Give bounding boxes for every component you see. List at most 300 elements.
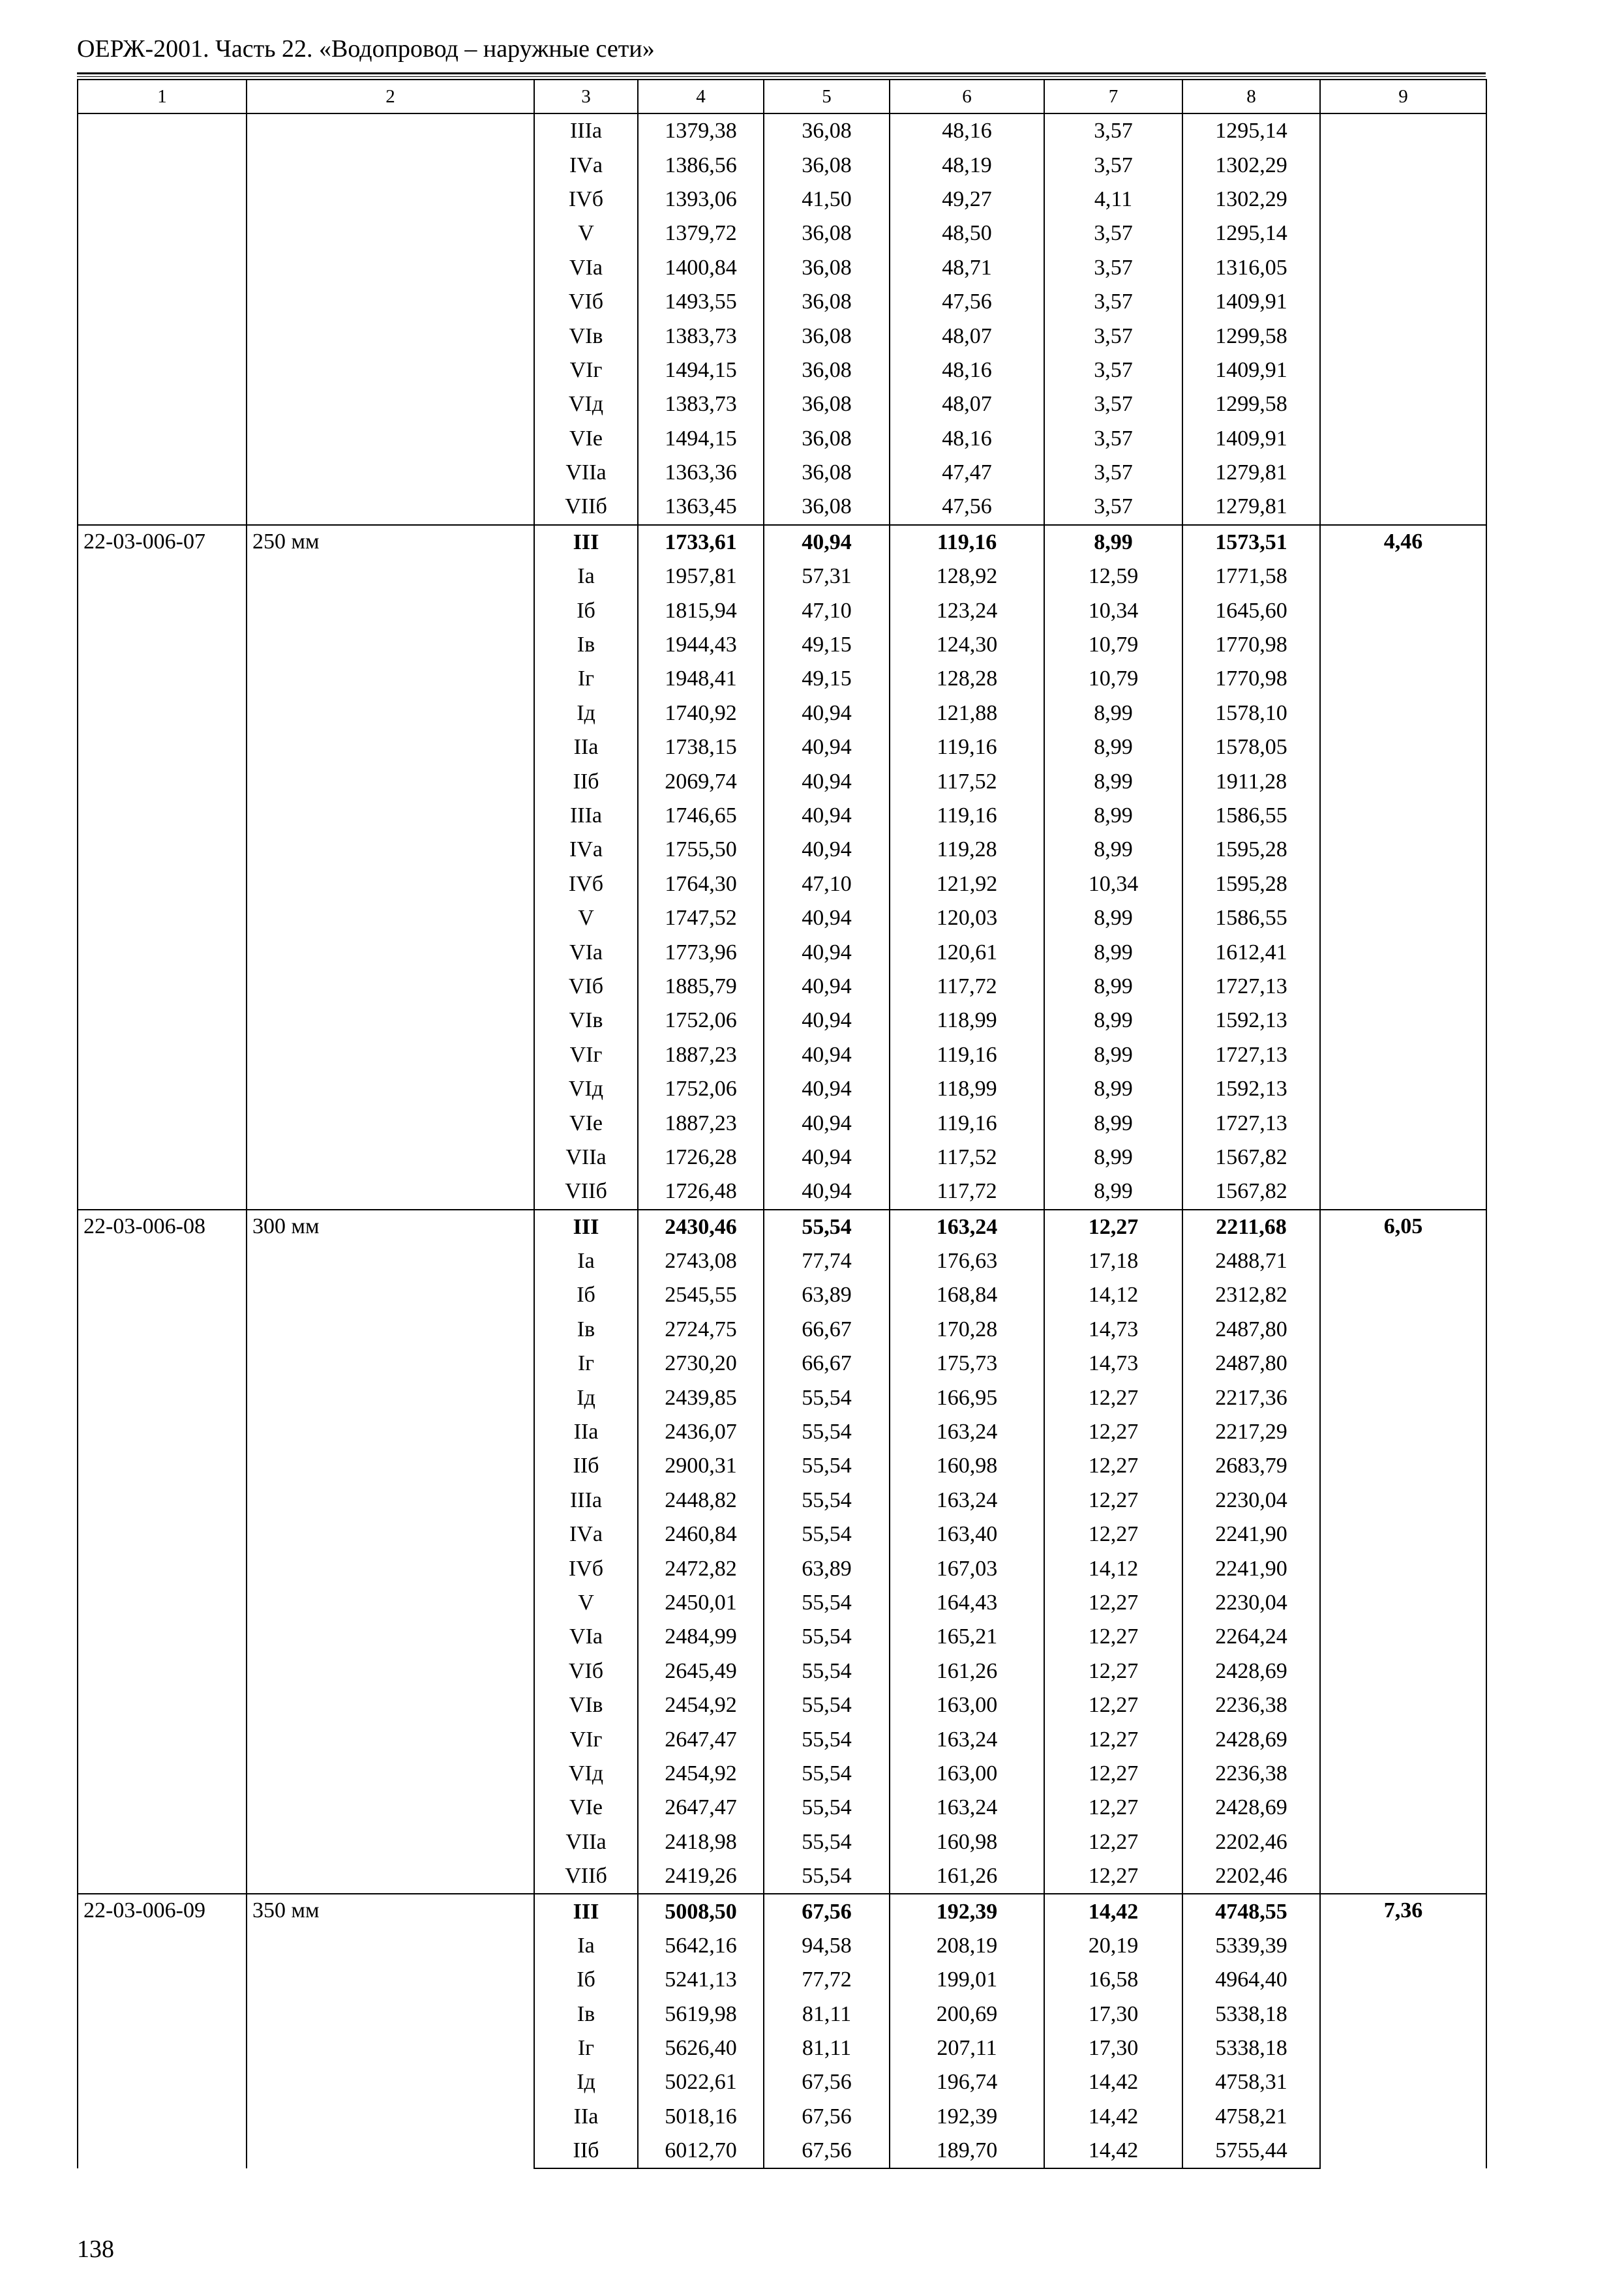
category-cell: VIд	[534, 1757, 638, 1791]
column-header: 4	[638, 80, 764, 113]
value-cell: 10,79	[1044, 662, 1182, 696]
value-cell: 49,15	[764, 662, 890, 696]
category-cell: Iг	[534, 662, 638, 696]
value-cell: 55,54	[764, 1415, 890, 1449]
category-cell: IIIа	[534, 799, 638, 833]
category-cell: Iг	[534, 2031, 638, 2065]
category-cell: III	[534, 1210, 638, 1244]
value-cell: 119,16	[890, 1038, 1044, 1072]
value-cell: 2217,36	[1182, 1381, 1320, 1414]
value-cell: 1379,72	[638, 217, 764, 250]
value-cell: 119,16	[890, 1106, 1044, 1140]
column-header: 2	[247, 80, 534, 113]
value-cell: 12,27	[1044, 1518, 1182, 1551]
value-cell: 175,73	[890, 1347, 1044, 1381]
value-cell: 1770,98	[1182, 662, 1320, 696]
value-cell: 40,94	[764, 730, 890, 764]
category-cell: IIб	[534, 2134, 638, 2168]
value-cell: 36,08	[764, 251, 890, 285]
category-cell: IVб	[534, 1551, 638, 1585]
value-cell: 2647,47	[638, 1791, 764, 1825]
value-cell: 120,61	[890, 935, 1044, 969]
value-cell: 3,57	[1044, 422, 1182, 456]
value-cell: 5619,98	[638, 1997, 764, 2031]
value-cell: 1911,28	[1182, 764, 1320, 798]
value-cell: 5339,39	[1182, 1929, 1320, 1963]
value-cell: 40,94	[764, 1141, 890, 1174]
category-cell: Iв	[534, 1313, 638, 1347]
value-cell: 5626,40	[638, 2031, 764, 2065]
value-cell: 118,99	[890, 1072, 1044, 1106]
value-cell: 4758,31	[1182, 2065, 1320, 2099]
value-cell: 1727,13	[1182, 1038, 1320, 1072]
value-cell: 8,99	[1044, 901, 1182, 935]
category-cell: IVа	[534, 148, 638, 182]
value-cell: 1299,58	[1182, 387, 1320, 421]
value-cell: 1295,14	[1182, 217, 1320, 250]
value-cell: 2545,55	[638, 1278, 764, 1312]
value-cell: 163,00	[890, 1757, 1044, 1791]
value-cell: 17,30	[1044, 2031, 1182, 2065]
page-header-title: ОЕРЖ-2001. Часть 22. «Водопровод – наружные сети»	[77, 35, 655, 63]
value-cell: 12,59	[1044, 560, 1182, 593]
value-cell: 55,54	[764, 1859, 890, 1894]
value-cell: 8,99	[1044, 833, 1182, 867]
value-cell: 2454,92	[638, 1757, 764, 1791]
category-cell: Iа	[534, 1929, 638, 1963]
value-cell: 163,00	[890, 1688, 1044, 1722]
table-row	[78, 1894, 1486, 1928]
value-cell: 12,27	[1044, 1210, 1182, 1244]
value-cell: 1815,94	[638, 593, 764, 627]
category-cell: VIг	[534, 353, 638, 387]
category-cell: VIб	[534, 970, 638, 1004]
value-cell: 2647,47	[638, 1722, 764, 1756]
value-cell: 1386,56	[638, 148, 764, 182]
value-cell: 121,92	[890, 867, 1044, 901]
value-cell: 8,99	[1044, 935, 1182, 969]
value-cell: 2241,90	[1182, 1518, 1320, 1551]
value-cell: 3,57	[1044, 387, 1182, 421]
value-cell: 36,08	[764, 353, 890, 387]
category-cell: Iв	[534, 1997, 638, 2031]
value-cell: 55,54	[764, 1381, 890, 1414]
value-cell: 163,24	[890, 1484, 1044, 1518]
value-cell: 40,94	[764, 833, 890, 867]
category-cell: IVб	[534, 867, 638, 901]
value-cell: 1567,82	[1182, 1141, 1320, 1174]
value-cell: 2645,49	[638, 1654, 764, 1688]
category-cell: IIб	[534, 1449, 638, 1483]
value-cell: 192,39	[890, 1894, 1044, 1928]
value-cell: 161,26	[890, 1654, 1044, 1688]
value-cell: 81,11	[764, 1997, 890, 2031]
value-cell: 12,27	[1044, 1859, 1182, 1894]
value-cell: 2730,20	[638, 1347, 764, 1381]
coefficient-cell	[1320, 113, 1486, 525]
value-cell: 1727,13	[1182, 1106, 1320, 1140]
value-cell: 5642,16	[638, 1929, 764, 1963]
category-cell: VIа	[534, 935, 638, 969]
value-cell: 12,27	[1044, 1757, 1182, 1791]
value-cell: 47,10	[764, 593, 890, 627]
value-cell: 55,54	[764, 1791, 890, 1825]
value-cell: 189,70	[890, 2134, 1044, 2168]
page-number: 138	[77, 2236, 114, 2263]
value-cell: 196,74	[890, 2065, 1044, 2099]
value-cell: 1567,82	[1182, 1174, 1320, 1209]
value-cell: 199,01	[890, 1963, 1044, 1997]
value-cell: 41,50	[764, 183, 890, 217]
value-cell: 1726,48	[638, 1174, 764, 1209]
value-cell: 119,28	[890, 833, 1044, 867]
value-cell: 12,27	[1044, 1381, 1182, 1414]
value-cell: 63,89	[764, 1278, 890, 1312]
value-cell: 40,94	[764, 525, 890, 560]
value-cell: 40,94	[764, 901, 890, 935]
value-cell: 1279,81	[1182, 490, 1320, 524]
value-cell: 8,99	[1044, 1141, 1182, 1174]
value-cell: 8,99	[1044, 764, 1182, 798]
category-cell: VIа	[534, 251, 638, 285]
header-rule-thin	[77, 76, 1486, 77]
column-header: 7	[1044, 80, 1182, 113]
value-cell: 14,42	[1044, 2100, 1182, 2134]
value-cell: 77,72	[764, 1963, 890, 1997]
value-cell: 12,27	[1044, 1586, 1182, 1620]
value-cell: 1752,06	[638, 1004, 764, 1038]
value-cell: 1592,13	[1182, 1072, 1320, 1106]
table-body	[78, 80, 1486, 2168]
value-cell: 1645,60	[1182, 593, 1320, 627]
value-cell: 40,94	[764, 1106, 890, 1140]
value-cell: 3,57	[1044, 217, 1182, 250]
category-cell: Iб	[534, 1963, 638, 1997]
category-cell: VIе	[534, 422, 638, 456]
value-cell: 1302,29	[1182, 183, 1320, 217]
value-cell: 168,84	[890, 1278, 1044, 1312]
table-row	[78, 1210, 1486, 1244]
value-cell: 1383,73	[638, 319, 764, 353]
value-cell: 40,94	[764, 970, 890, 1004]
value-cell: 1726,28	[638, 1141, 764, 1174]
value-cell: 77,74	[764, 1244, 890, 1278]
category-cell: V	[534, 901, 638, 935]
category-cell: III	[534, 1894, 638, 1928]
value-cell: 4748,55	[1182, 1894, 1320, 1928]
table-row	[78, 525, 1486, 560]
value-cell: 3,57	[1044, 251, 1182, 285]
value-cell: 6012,70	[638, 2134, 764, 2168]
value-cell: 2683,79	[1182, 1449, 1320, 1483]
value-cell: 1764,30	[638, 867, 764, 901]
value-cell: 1887,23	[638, 1106, 764, 1140]
value-cell: 66,67	[764, 1313, 890, 1347]
value-cell: 3,57	[1044, 319, 1182, 353]
value-cell: 8,99	[1044, 799, 1182, 833]
value-cell: 8,99	[1044, 525, 1182, 560]
value-cell: 2428,69	[1182, 1791, 1320, 1825]
category-cell: VIб	[534, 285, 638, 319]
value-cell: 5338,18	[1182, 2031, 1320, 2065]
value-cell: 163,24	[890, 1722, 1044, 1756]
value-cell: 1747,52	[638, 901, 764, 935]
value-cell: 2436,07	[638, 1415, 764, 1449]
value-cell: 1948,41	[638, 662, 764, 696]
value-cell: 2428,69	[1182, 1654, 1320, 1688]
table-row	[78, 113, 1486, 148]
value-cell: 1400,84	[638, 251, 764, 285]
value-cell: 55,54	[764, 1722, 890, 1756]
value-cell: 2236,38	[1182, 1688, 1320, 1722]
value-cell: 117,52	[890, 1141, 1044, 1174]
value-cell: 3,57	[1044, 353, 1182, 387]
value-cell: 120,03	[890, 901, 1044, 935]
category-cell: IIIа	[534, 1484, 638, 1518]
value-cell: 167,03	[890, 1551, 1044, 1585]
value-cell: 1771,58	[1182, 560, 1320, 593]
value-cell: 12,27	[1044, 1722, 1182, 1756]
category-cell: VIг	[534, 1038, 638, 1072]
value-cell: 48,50	[890, 217, 1044, 250]
value-cell: 192,39	[890, 2100, 1044, 2134]
value-cell: 1279,81	[1182, 456, 1320, 490]
category-cell: V	[534, 1586, 638, 1620]
value-cell: 1494,15	[638, 422, 764, 456]
category-cell: Iв	[534, 628, 638, 662]
category-cell: Iа	[534, 560, 638, 593]
value-cell: 40,94	[764, 1004, 890, 1038]
value-cell: 1887,23	[638, 1038, 764, 1072]
value-cell: 55,54	[764, 1757, 890, 1791]
value-cell: 36,08	[764, 113, 890, 148]
value-cell: 5022,61	[638, 2065, 764, 2099]
value-cell: 40,94	[764, 799, 890, 833]
value-cell: 1957,81	[638, 560, 764, 593]
column-header: 5	[764, 80, 890, 113]
value-cell: 40,94	[764, 1038, 890, 1072]
value-cell: 36,08	[764, 217, 890, 250]
value-cell: 48,71	[890, 251, 1044, 285]
value-cell: 55,54	[764, 1449, 890, 1483]
category-cell: Iд	[534, 696, 638, 730]
value-cell: 55,54	[764, 1484, 890, 1518]
value-cell: 8,99	[1044, 1072, 1182, 1106]
value-cell: 14,42	[1044, 2134, 1182, 2168]
category-cell: VIIб	[534, 1174, 638, 1209]
value-cell: 67,56	[764, 2100, 890, 2134]
value-cell: 163,24	[890, 1210, 1044, 1244]
value-cell: 3,57	[1044, 113, 1182, 148]
name-cell: 350 мм	[247, 1894, 534, 2168]
value-cell: 8,99	[1044, 1106, 1182, 1140]
category-cell: VIIа	[534, 1141, 638, 1174]
category-cell: IIIа	[534, 113, 638, 148]
value-cell: 14,73	[1044, 1347, 1182, 1381]
value-cell: 1595,28	[1182, 833, 1320, 867]
category-cell: Iд	[534, 1381, 638, 1414]
value-cell: 1295,14	[1182, 113, 1320, 148]
coefficient-cell: 6,05	[1320, 1210, 1486, 1894]
value-cell: 119,16	[890, 730, 1044, 764]
value-cell: 20,19	[1044, 1929, 1182, 1963]
value-cell: 1493,55	[638, 285, 764, 319]
value-cell: 117,52	[890, 764, 1044, 798]
category-cell: Iг	[534, 1347, 638, 1381]
value-cell: 4,11	[1044, 183, 1182, 217]
value-cell: 2450,01	[638, 1586, 764, 1620]
category-cell: VIб	[534, 1654, 638, 1688]
value-cell: 36,08	[764, 285, 890, 319]
value-cell: 67,56	[764, 2134, 890, 2168]
value-cell: 2264,24	[1182, 1620, 1320, 1654]
value-cell: 10,34	[1044, 867, 1182, 901]
value-cell: 2487,80	[1182, 1313, 1320, 1347]
value-cell: 1409,91	[1182, 353, 1320, 387]
value-cell: 166,95	[890, 1381, 1044, 1414]
category-cell: VIд	[534, 1072, 638, 1106]
value-cell: 48,07	[890, 319, 1044, 353]
value-cell: 48,19	[890, 148, 1044, 182]
column-header: 3	[534, 80, 638, 113]
value-cell: 118,99	[890, 1004, 1044, 1038]
value-cell: 1379,38	[638, 113, 764, 148]
value-cell: 207,11	[890, 2031, 1044, 2065]
category-cell: VIв	[534, 319, 638, 353]
value-cell: 36,08	[764, 148, 890, 182]
category-cell: IIа	[534, 2100, 638, 2134]
value-cell: 8,99	[1044, 730, 1182, 764]
name-cell: 300 мм	[247, 1210, 534, 1894]
value-cell: 121,88	[890, 696, 1044, 730]
category-cell: VIд	[534, 387, 638, 421]
code-cell	[78, 113, 247, 525]
value-cell: 1578,10	[1182, 696, 1320, 730]
value-cell: 2419,26	[638, 1859, 764, 1894]
value-cell: 66,67	[764, 1347, 890, 1381]
value-cell: 12,27	[1044, 1449, 1182, 1483]
value-cell: 2472,82	[638, 1551, 764, 1585]
category-cell: VIIб	[534, 490, 638, 524]
category-cell: Iа	[534, 1244, 638, 1278]
value-cell: 16,58	[1044, 1963, 1182, 1997]
column-header: 8	[1182, 80, 1320, 113]
category-cell: V	[534, 217, 638, 250]
value-cell: 3,57	[1044, 456, 1182, 490]
value-cell: 5338,18	[1182, 1997, 1320, 2031]
value-cell: 40,94	[764, 696, 890, 730]
value-cell: 14,42	[1044, 2065, 1182, 2099]
category-cell: IIб	[534, 764, 638, 798]
value-cell: 128,28	[890, 662, 1044, 696]
value-cell: 208,19	[890, 1929, 1044, 1963]
value-cell: 12,27	[1044, 1415, 1182, 1449]
value-cell: 163,24	[890, 1791, 1044, 1825]
value-cell: 8,99	[1044, 1038, 1182, 1072]
value-cell: 2487,80	[1182, 1347, 1320, 1381]
category-cell: Iб	[534, 593, 638, 627]
value-cell: 163,24	[890, 1415, 1044, 1449]
value-cell: 36,08	[764, 422, 890, 456]
value-cell: 55,54	[764, 1654, 890, 1688]
value-cell: 4964,40	[1182, 1963, 1320, 1997]
value-cell: 10,79	[1044, 628, 1182, 662]
value-cell: 1578,05	[1182, 730, 1320, 764]
value-cell: 48,16	[890, 422, 1044, 456]
value-cell: 176,63	[890, 1244, 1044, 1278]
value-cell: 55,54	[764, 1586, 890, 1620]
value-cell: 2439,85	[638, 1381, 764, 1414]
value-cell: 1738,15	[638, 730, 764, 764]
value-cell: 12,27	[1044, 1654, 1182, 1688]
category-cell: VIг	[534, 1722, 638, 1756]
value-cell: 2430,46	[638, 1210, 764, 1244]
value-cell: 161,26	[890, 1859, 1044, 1894]
value-cell: 36,08	[764, 490, 890, 524]
value-cell: 1393,06	[638, 183, 764, 217]
value-cell: 40,94	[764, 1174, 890, 1209]
column-header: 1	[78, 80, 247, 113]
value-cell: 8,99	[1044, 1174, 1182, 1209]
value-cell: 1727,13	[1182, 970, 1320, 1004]
value-cell: 1302,29	[1182, 148, 1320, 182]
value-cell: 14,12	[1044, 1278, 1182, 1312]
category-cell: Iд	[534, 2065, 638, 2099]
value-cell: 8,99	[1044, 1004, 1182, 1038]
category-cell: VIе	[534, 1106, 638, 1140]
value-cell: 55,54	[764, 1210, 890, 1244]
value-cell: 1770,98	[1182, 628, 1320, 662]
category-cell: IVб	[534, 183, 638, 217]
category-cell: IIа	[534, 1415, 638, 1449]
value-cell: 165,21	[890, 1620, 1044, 1654]
value-cell: 8,99	[1044, 970, 1182, 1004]
value-cell: 36,08	[764, 319, 890, 353]
value-cell: 123,24	[890, 593, 1044, 627]
value-cell: 12,27	[1044, 1825, 1182, 1859]
value-cell: 1746,65	[638, 799, 764, 833]
value-cell: 14,12	[1044, 1551, 1182, 1585]
category-cell: VIв	[534, 1688, 638, 1722]
value-cell: 1494,15	[638, 353, 764, 387]
value-cell: 3,57	[1044, 490, 1182, 524]
price-table	[77, 79, 1487, 2169]
value-cell: 47,56	[890, 285, 1044, 319]
value-cell: 2202,46	[1182, 1859, 1320, 1894]
value-cell: 49,15	[764, 628, 890, 662]
value-cell: 55,54	[764, 1620, 890, 1654]
name-cell: 250 мм	[247, 525, 534, 1210]
value-cell: 1586,55	[1182, 901, 1320, 935]
value-cell: 2230,04	[1182, 1484, 1320, 1518]
value-cell: 1383,73	[638, 387, 764, 421]
value-cell: 1740,92	[638, 696, 764, 730]
value-cell: 55,54	[764, 1825, 890, 1859]
value-cell: 2460,84	[638, 1518, 764, 1551]
value-cell: 5241,13	[638, 1963, 764, 1997]
category-cell: IVа	[534, 833, 638, 867]
value-cell: 2418,98	[638, 1825, 764, 1859]
category-cell: VIе	[534, 1791, 638, 1825]
value-cell: 2488,71	[1182, 1244, 1320, 1278]
value-cell: 1299,58	[1182, 319, 1320, 353]
value-cell: 17,30	[1044, 1997, 1182, 2031]
category-cell: VIIа	[534, 1825, 638, 1859]
value-cell: 4758,21	[1182, 2100, 1320, 2134]
category-cell: VIIа	[534, 456, 638, 490]
value-cell: 36,08	[764, 387, 890, 421]
value-cell: 36,08	[764, 456, 890, 490]
